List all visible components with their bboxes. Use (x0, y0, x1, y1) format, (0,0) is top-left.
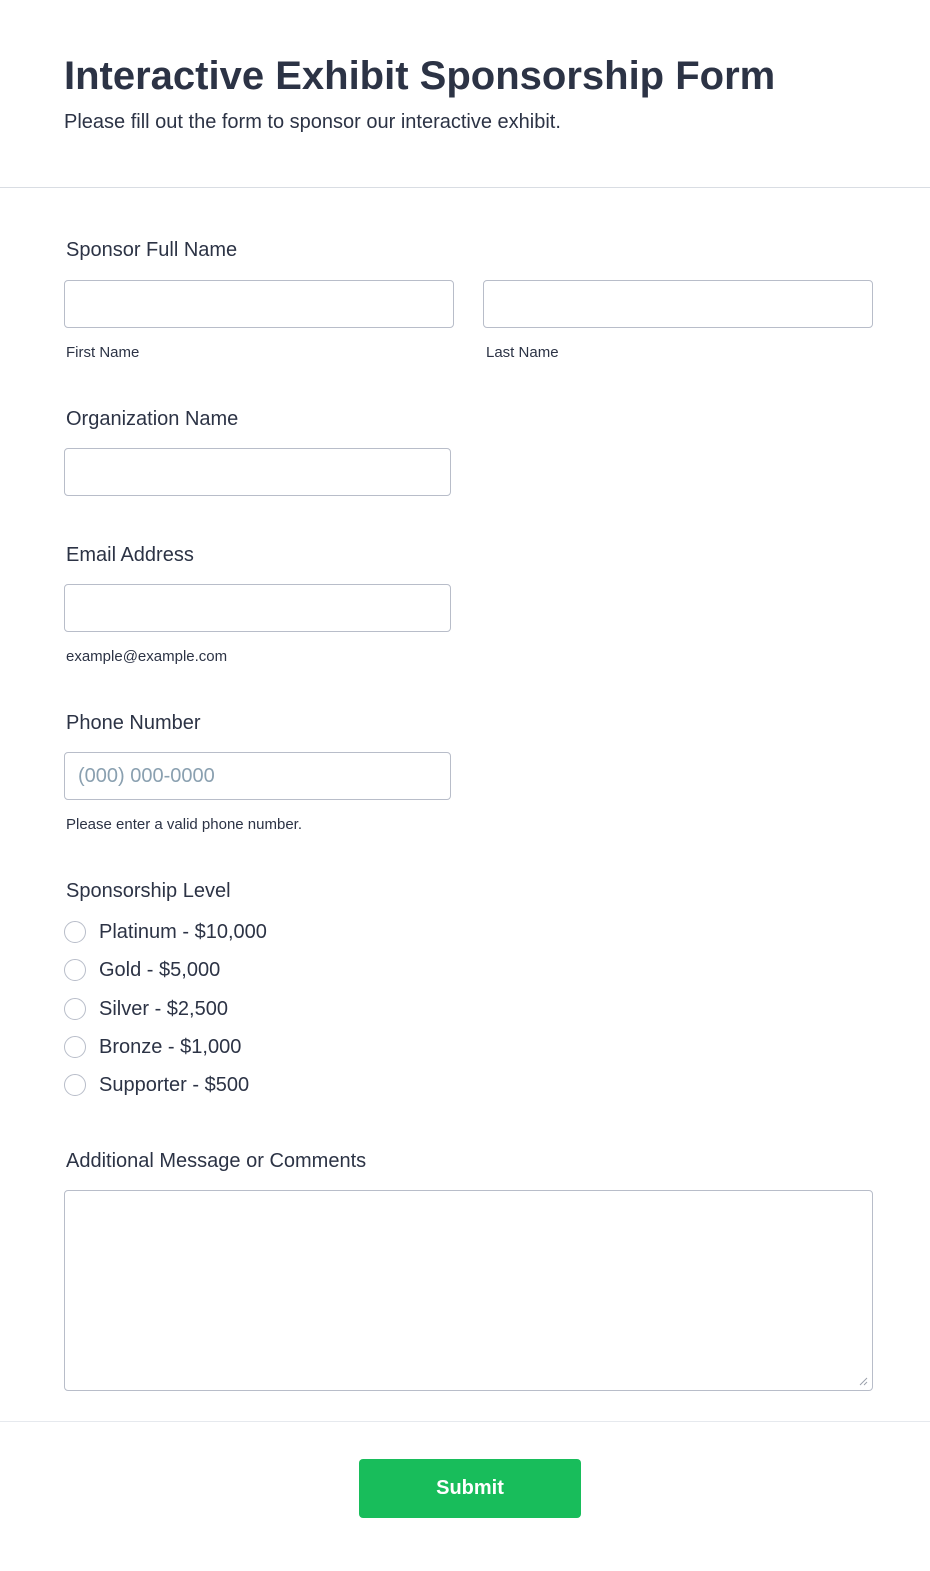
form-header (0, 0, 930, 188)
radio-button-silver[interactable] (64, 998, 86, 1020)
email-sublabel: example@example.com (66, 648, 228, 665)
phone-label: Phone Number (66, 712, 201, 734)
radio-button-gold[interactable] (64, 959, 86, 981)
radio-button-platinum[interactable] (64, 921, 86, 943)
radio-label-bronze[interactable]: Bronze - $1,000 (99, 1036, 242, 1058)
radio-option-silver[interactable] (64, 996, 228, 1022)
radio-label-gold[interactable]: Gold - $5,000 (99, 959, 221, 981)
first-name-sublabel: First Name (66, 344, 140, 361)
resize-handle-icon[interactable] (858, 1376, 868, 1386)
radio-label-supporter[interactable]: Supporter - $500 (99, 1074, 250, 1096)
radio-option-supporter[interactable] (64, 1072, 249, 1098)
radio-option-bronze[interactable] (64, 1034, 241, 1060)
phone-sublabel: Please enter a valid phone number. (66, 816, 302, 833)
last-name-input[interactable] (483, 280, 873, 328)
sponsorship-level-label: Sponsorship Level (66, 880, 231, 902)
message-textarea[interactable] (64, 1190, 873, 1391)
first-name-input[interactable] (64, 280, 454, 328)
form-title: Interactive Exhibit Sponsorship Form (64, 54, 776, 98)
radio-option-gold[interactable] (64, 957, 220, 983)
footer-divider (0, 1421, 930, 1422)
organization-input[interactable] (64, 448, 451, 496)
radio-label-silver[interactable]: Silver - $2,500 (99, 998, 228, 1020)
last-name-sublabel: Last Name (486, 344, 559, 361)
organization-label: Organization Name (66, 408, 239, 430)
radio-label-platinum[interactable]: Platinum - $10,000 (99, 921, 267, 943)
radio-button-supporter[interactable] (64, 1074, 86, 1096)
radio-option-platinum[interactable] (64, 919, 267, 945)
email-input[interactable] (64, 584, 451, 632)
phone-input[interactable] (64, 752, 451, 800)
sponsor-name-label: Sponsor Full Name (66, 239, 238, 261)
message-label: Additional Message or Comments (66, 1150, 367, 1172)
radio-button-bronze[interactable] (64, 1036, 86, 1058)
email-label: Email Address (66, 544, 194, 566)
submit-button[interactable]: Submit (359, 1459, 581, 1518)
form-subtitle: Please fill out the form to sponsor our interactive exhibit. (64, 111, 561, 133)
